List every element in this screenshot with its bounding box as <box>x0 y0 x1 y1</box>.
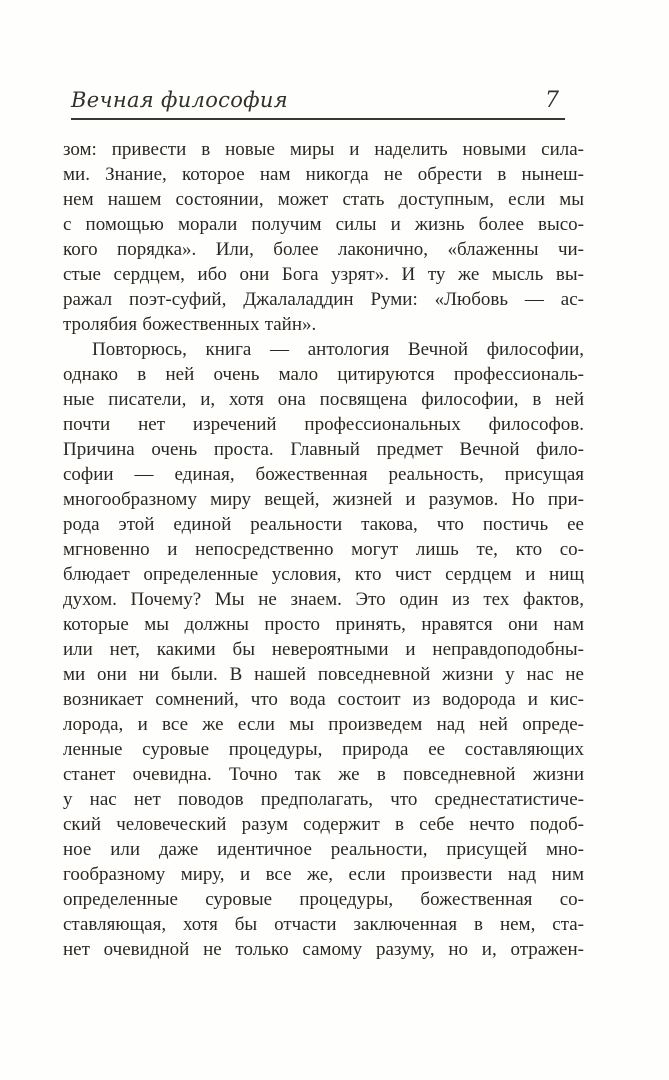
text-line: однако в ней очень мало цитируются профессиональ- <box>63 364 584 385</box>
body-text <box>63 137 584 962</box>
text-line: гообразному миру, и все же, если произвести над ним <box>63 864 584 885</box>
text-line: тролябия божественных тайн». <box>63 314 317 335</box>
text-line: или нет, какими бы невероятными и неправдоподобны- <box>63 639 584 660</box>
header-rule <box>71 118 565 120</box>
text-line: стые сердцем, ибо они Бога узрят». И ту же мысль вы- <box>63 264 584 285</box>
text-line: софии — единая, божественная реальность, присущая <box>63 464 584 485</box>
text-line: ражал поэт-суфий, Джалаладдин Руми: «Любовь — ас- <box>63 289 584 310</box>
text-line: ми они ни были. В нашей повседневной жизни у нас не <box>63 664 584 685</box>
text-line: нет очевидной не только самому разуму, но и, отражен- <box>63 939 584 960</box>
text-line: у нас нет поводов предполагать, что среднестатистиче- <box>63 789 584 810</box>
running-title: Вечная философия <box>71 88 288 112</box>
text-line: рода этой единой реальности такова, что постичь ее <box>63 514 584 535</box>
text-line: ми. Знание, которое нам никогда не обрести в нынеш- <box>63 164 584 185</box>
text-line: нем нашем состоянии, может стать доступным, если мы <box>63 189 584 210</box>
text-line: мгновенно и непосредственно могут лишь те, кто со- <box>63 539 584 560</box>
text-line: кого порядка». Или, более лаконично, «блаженны чи- <box>63 239 584 260</box>
text-line: многообразному миру вещей, жизней и разумов. Но при- <box>63 489 584 510</box>
page-number: 7 <box>545 88 559 113</box>
text-line: зом: привести в новые миры и наделить новыми сила- <box>63 139 584 160</box>
text-line: Повторюсь, книга — антология Вечной философии, <box>92 339 584 360</box>
page-header <box>71 88 565 113</box>
text-line: лорода, и все же если мы произведем над ней опреде- <box>63 714 584 735</box>
text-line: ставляющая, хотя бы отчасти заключенная в нем, ста- <box>63 914 584 935</box>
text-line: возникает сомнений, что вода состоит из водорода и кис- <box>63 689 584 710</box>
text-line: с помощью морали получим силы и жизнь более высо- <box>63 214 584 235</box>
text-line: определенные суровые процедуры, божественная со- <box>63 889 584 910</box>
text-line: ные писатели, и, хотя она посвящена философии, в ней <box>63 389 584 410</box>
text-line: ное или даже идентичное реальности, присущей мно- <box>63 839 584 860</box>
text-line: ский человеческий разум содержит в себе нечто подоб- <box>63 814 584 835</box>
text-line: станет очевидна. Точно так же в повседневной жизни <box>63 764 584 785</box>
text-line: духом. Почему? Мы не знаем. Это один из тех фактов, <box>63 589 584 610</box>
text-line: ленные суровые процедуры, природа ее составляющих <box>63 739 584 760</box>
text-line: почти нет изречений профессиональных философов. <box>63 414 584 435</box>
text-line: блюдает определенные условия, кто чист сердцем и нищ <box>63 564 584 585</box>
text-line: Причина очень проста. Главный предмет Вечной фило- <box>63 439 584 460</box>
text-line: которые мы должны просто принять, нравятся они нам <box>63 614 584 635</box>
